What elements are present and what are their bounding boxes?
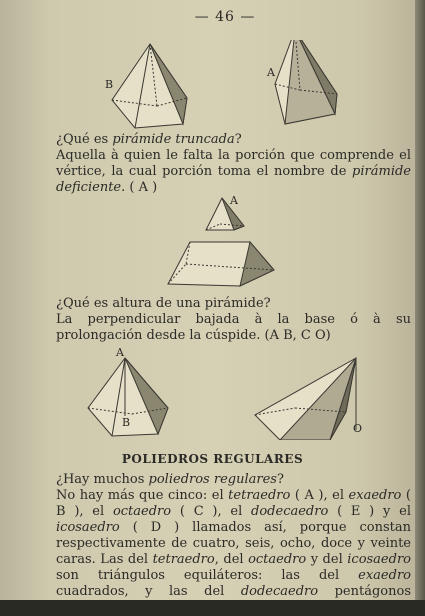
base-b-label: B bbox=[122, 416, 131, 429]
truncated-pyramid-figure bbox=[160, 192, 280, 292]
page-edge bbox=[415, 0, 425, 600]
truncated-pyramid-drawing bbox=[160, 192, 280, 292]
answer-pyramid-height: La perpendicular bajada à la base ó à su prolongación desde la cúspide. (A B, C O) bbox=[56, 312, 411, 343]
foot-o-label: O bbox=[353, 422, 363, 435]
pyramid-a-label: A bbox=[267, 66, 275, 79]
apex-a-label: A bbox=[116, 346, 124, 359]
page-number: — 46 — bbox=[194, 9, 256, 25]
regular-polyhedra-heading: POLIEDROS REGULARES bbox=[121, 452, 304, 466]
answer-truncated-pyramid: Aquella à quien le falta la porción que comprende el vértice, la cual porción toma el nombre de pirámide deficiente. ( A ) bbox=[56, 148, 411, 195]
pyramids-drawing bbox=[95, 40, 355, 140]
answer-regular-polyhedra: No hay más que cinco: el tetraedro ( A ), el exaedro ( B ), el octaedro ( C ), el dodecaedro ( E ) y el icosaedro ( D ) llamados así, porque constan respectivamente de cuatro, seis, ocho, doce y veinte caras. Las del tetraedro, del octaedro y del icosaedro son triángulos equiláteros: las del exaedro cuadrados, y las del dodecaedro pentágonos regulares. bbox=[56, 488, 411, 615]
pyramid-b-label: B bbox=[105, 78, 114, 91]
question-truncated-pyramid: ¿Qué es pirámide truncada? bbox=[56, 132, 242, 147]
question-regular-polyhedra: ¿Hay muchos poliedros regulares? bbox=[56, 472, 284, 487]
pyramids-figure bbox=[95, 40, 355, 140]
deficient-pyramid-label: A bbox=[230, 194, 238, 207]
question-pyramid-height: ¿Qué es altura de una pirámide? bbox=[56, 296, 271, 311]
pyramid-height-figure bbox=[80, 346, 380, 440]
